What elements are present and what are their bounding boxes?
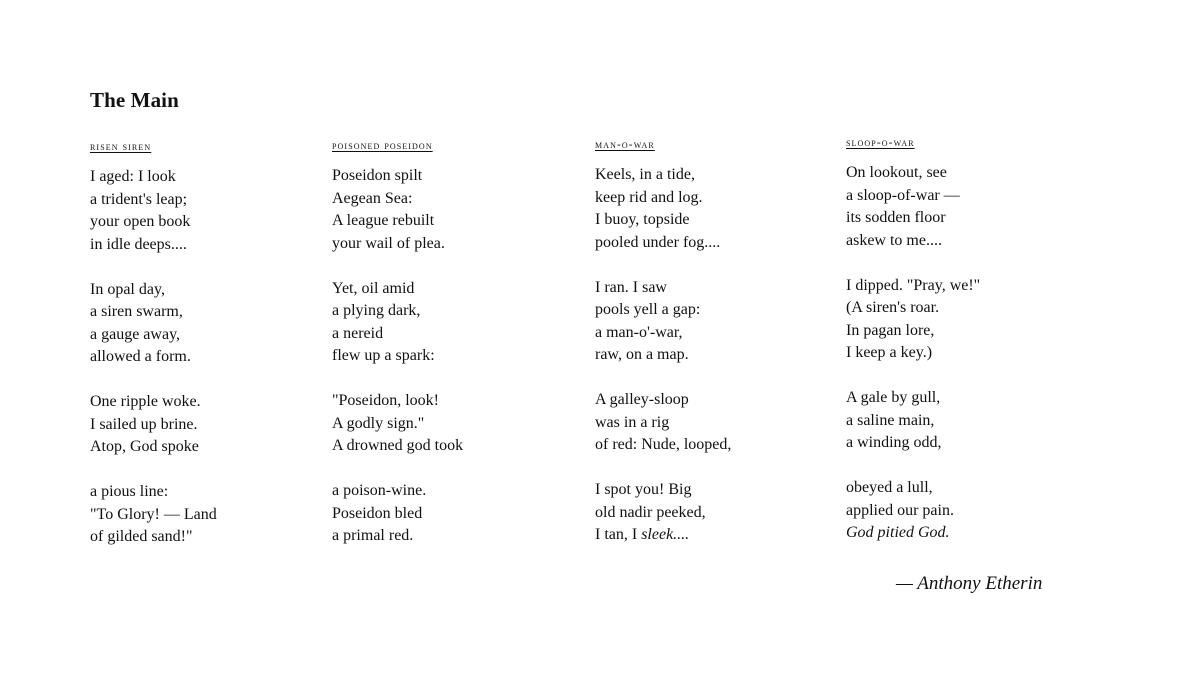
stanza (90, 391, 330, 459)
poem-line: a gauge away, (90, 325, 181, 343)
stanza (846, 387, 1086, 455)
poem-title: man-o-war (595, 139, 655, 151)
poem-sloop-o-war (846, 137, 1086, 567)
poem-line (595, 524, 835, 547)
poem-line: "Poseidon, look! (332, 392, 439, 409)
page-title: The Main (90, 88, 179, 112)
poem-line: was in a rig (595, 413, 670, 431)
poem-line-italic: sleek.... (641, 526, 690, 543)
poem-line: I dipped. "Pray, we!" (846, 276, 981, 294)
poem-line: A league rebuilt (332, 212, 435, 229)
poem-title: risen siren (90, 141, 152, 153)
stanza (595, 164, 835, 254)
poem-line: pools yell a gap: (595, 301, 701, 318)
poem-line: askew to me.... (846, 231, 942, 249)
poem-line: A drowned god took (332, 437, 464, 454)
poem-title: sloop-o-war (846, 137, 915, 149)
poem-line: of gilded sand!" (90, 528, 193, 545)
poem-line: "To Glory! — Land (90, 505, 217, 523)
poem-line: a poison-wine. (332, 482, 427, 499)
poem-line: your open book (90, 213, 191, 230)
poem-line: pooled under fog.... (595, 233, 721, 251)
stanza (332, 165, 572, 255)
poem-line: of red: Nude, looped, (595, 436, 732, 453)
poem-man-o-war (595, 139, 835, 569)
poem-line: Atop, God spoke (90, 438, 199, 455)
poem-risen-siren (90, 141, 330, 571)
stanza (90, 481, 330, 549)
poem-line: I keep a key.) (846, 344, 933, 361)
poem-line-start: I tan, I (595, 526, 642, 543)
poem-line: I aged: I look (90, 168, 176, 185)
stanza (332, 390, 572, 458)
poem-line: I spot you! Big (595, 481, 692, 498)
poem-line: a primal red. (332, 527, 414, 544)
stanza (595, 479, 835, 547)
poem-line: a sloop-of-war — (846, 186, 960, 204)
poem-line: In opal day, (90, 280, 165, 298)
poem-line: A gale by gull, (846, 389, 941, 406)
stanza (595, 277, 835, 367)
poem-line: I buoy, topside (595, 211, 690, 228)
poem-line: Aegean Sea: (332, 189, 413, 207)
poem-title: poisoned poseidon (332, 140, 433, 152)
stanza (90, 279, 330, 369)
poem-line: a pious line: (90, 483, 169, 500)
poem-line: a winding odd, (846, 434, 942, 451)
stanza (332, 278, 572, 368)
poem-line: in idle deeps.... (90, 235, 187, 253)
poem-line: old nadir peeked, (595, 503, 706, 521)
poem-line: On lookout, see (846, 164, 947, 181)
poem-line: a plying dark, (332, 302, 421, 319)
poem-line: a siren swarm, (90, 303, 183, 320)
poem-line: In pagan lore, (846, 321, 935, 339)
poem-line: Poseidon spilt (332, 167, 423, 184)
poem-line: applied our pain. (846, 501, 954, 519)
poem-line: a nereid (332, 324, 384, 342)
stanza (90, 166, 330, 256)
poem-line: obeyed a lull, (846, 479, 933, 496)
poem-line: your wail of plea. (332, 234, 445, 252)
poem-poisoned-poseidon (332, 140, 572, 570)
poem-line: One ripple woke. (90, 393, 201, 410)
poem-line: flew up a spark: (332, 347, 435, 364)
poem-line: allowed a form. (90, 348, 191, 365)
poem-line: Keels, in a tide, (595, 166, 695, 183)
poem-line: a trident's leap; (90, 190, 188, 208)
poem-line: keep rid and log. (595, 188, 703, 206)
poem-line: raw, on a map. (595, 346, 689, 363)
stanza (846, 477, 1086, 545)
stanza (595, 389, 835, 457)
poem-final-line: God pitied God. (846, 524, 950, 541)
poem-line: a man-o'-war, (595, 323, 683, 341)
stanza (846, 162, 1086, 252)
poem-line: A galley-sloop (595, 391, 689, 408)
poem-line: (A siren's roar. (846, 299, 940, 316)
poem-line: a saline main, (846, 411, 935, 429)
poem-line: I sailed up brine. (90, 415, 198, 433)
poem-line: I ran. I saw (595, 278, 667, 296)
poem-line: its sodden floor (846, 209, 946, 226)
author-attribution: — Anthony Etherin (896, 573, 1043, 594)
stanza (332, 480, 572, 548)
poem-line: A godly sign." (332, 414, 425, 432)
poem-line: Yet, oil amid (332, 279, 415, 297)
stanza (846, 275, 1086, 365)
poem-line: Poseidon bled (332, 504, 423, 522)
